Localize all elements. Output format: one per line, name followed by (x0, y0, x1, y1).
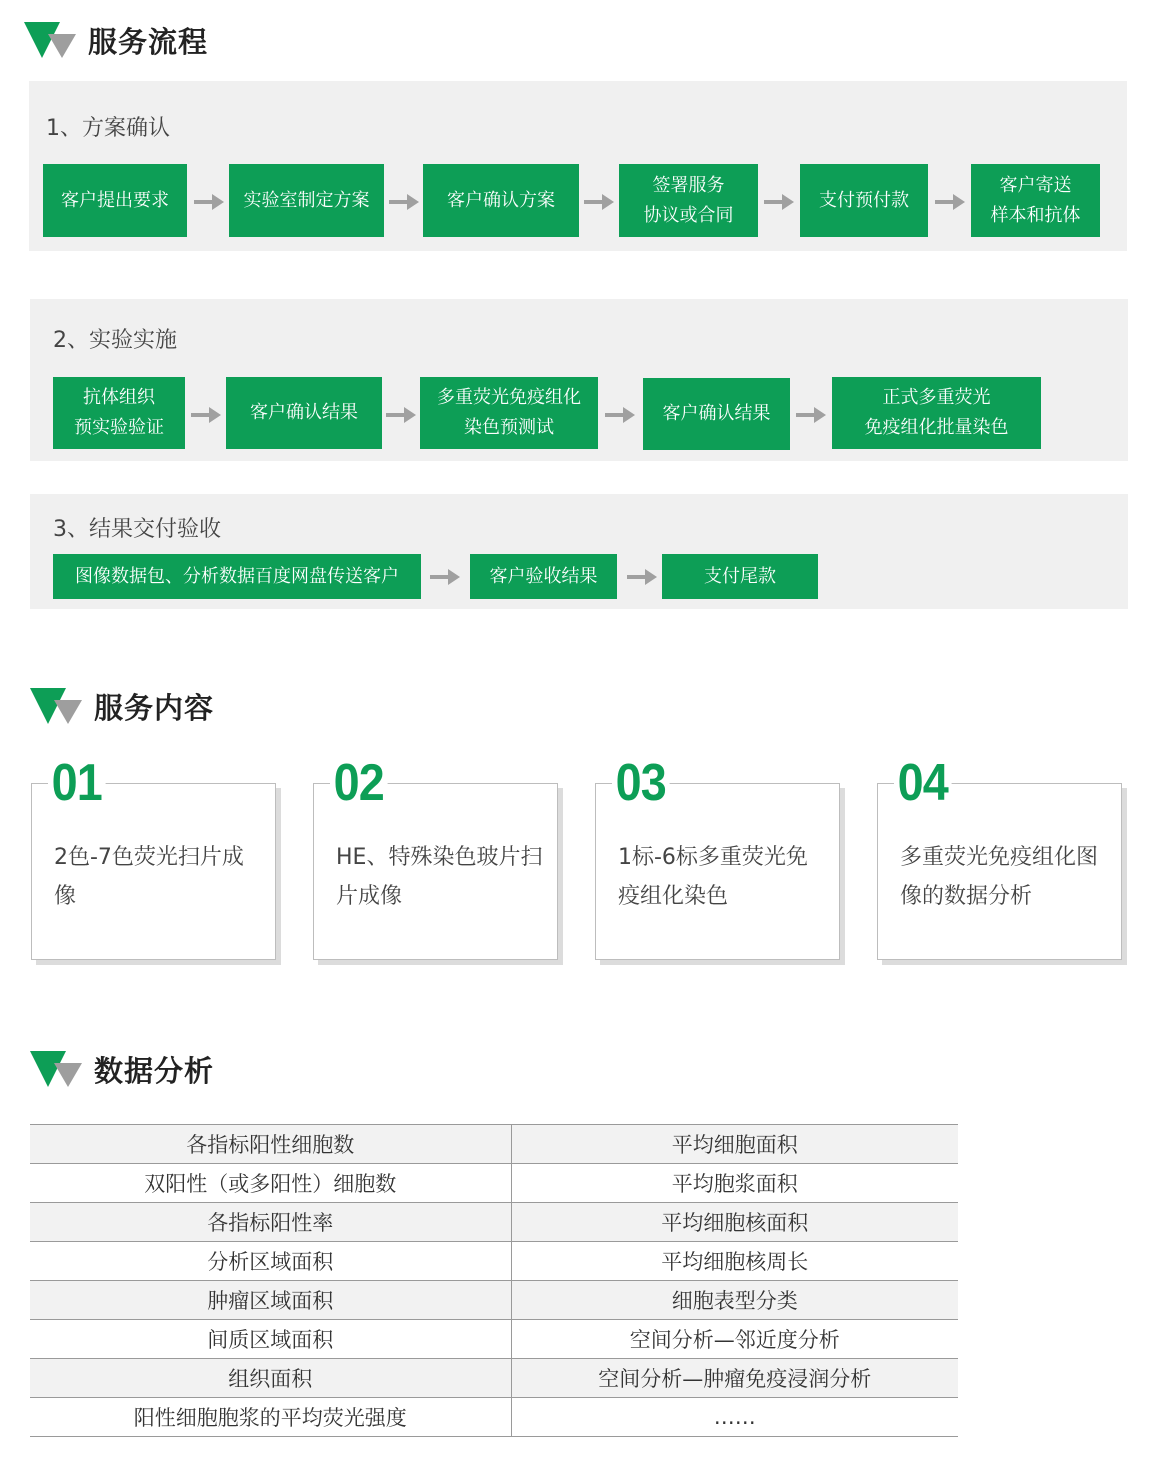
arrow-right-icon (386, 406, 416, 424)
phase2-step-1: 抗体组织 预实验验证 (53, 377, 185, 449)
phase2-label: 2、实验实施 (53, 328, 177, 353)
card-text: 1标-6标多重荧光免疫组化染色 (618, 845, 808, 909)
phase1-step-2: 实验室制定方案 (229, 164, 384, 237)
table-cell: 肿瘤区域面积 (30, 1281, 511, 1320)
service-card-1 (31, 754, 276, 960)
table-cell: 各指标阳性率 (30, 1203, 511, 1242)
phase3-step-1: 图像数据包、分析数据百度网盘传送客户 (53, 554, 421, 599)
arrow-right-icon (627, 568, 657, 586)
table-cell: 细胞表型分类 (511, 1281, 958, 1320)
arrow-right-icon (935, 193, 965, 211)
table-cell: 平均胞浆面积 (511, 1164, 958, 1203)
table-cell: 空间分析—邻近度分析 (511, 1320, 958, 1359)
phase2-step-4: 客户确认结果 (643, 378, 790, 450)
card-number: 04 (894, 754, 951, 812)
service-card-3 (595, 754, 840, 960)
table-row (30, 1125, 958, 1164)
card-number: 02 (330, 754, 387, 812)
section-title-analysis (30, 1047, 214, 1091)
table-cell: 双阳性（或多阳性）细胞数 (30, 1164, 511, 1203)
brand-logo-icon (24, 20, 76, 60)
table-cell: 阳性细胞胞浆的平均荧光强度 (30, 1398, 511, 1437)
table-cell: 空间分析—肿瘤免疫浸润分析 (511, 1359, 958, 1398)
service-card-4 (877, 754, 1122, 960)
table-cell: 间质区域面积 (30, 1320, 511, 1359)
phase1-step-5: 支付预付款 (800, 164, 928, 237)
table-row (30, 1164, 958, 1203)
section-title-content (30, 684, 214, 728)
table-cell: …… (511, 1398, 958, 1437)
phase1-step-4: 签署服务 协议或合同 (619, 164, 758, 237)
section-title-process (24, 18, 208, 62)
section-title-text: 服务流程 (88, 24, 209, 59)
table-cell: 平均细胞核周长 (511, 1242, 958, 1281)
arrow-right-icon (430, 568, 460, 586)
section-title-text: 数据分析 (94, 1053, 215, 1088)
card-number: 03 (612, 754, 669, 812)
phase1-step-3: 客户确认方案 (423, 164, 579, 237)
card-text: 2色-7色荧光扫片成像 (54, 845, 244, 909)
arrow-right-icon (194, 193, 224, 211)
table-row (30, 1242, 958, 1281)
table-row (30, 1359, 958, 1398)
table-cell: 各指标阳性细胞数 (30, 1125, 511, 1164)
table-cell: 平均细胞核面积 (511, 1203, 958, 1242)
arrow-right-icon (796, 406, 826, 424)
section-title-text: 服务内容 (94, 690, 215, 725)
phase1-step-1: 客户提出要求 (43, 164, 187, 237)
arrow-right-icon (605, 406, 635, 424)
arrow-right-icon (191, 406, 221, 424)
card-number: 01 (48, 754, 105, 812)
phase2-step-3: 多重荧光免疫组化 染色预测试 (420, 377, 598, 449)
brand-logo-icon (30, 1049, 82, 1089)
arrow-right-icon (389, 193, 419, 211)
card-text: 多重荧光免疫组化图像的数据分析 (900, 845, 1099, 909)
phase1-step-6: 客户寄送 样本和抗体 (971, 164, 1100, 237)
phase3-label: 3、结果交付验收 (53, 517, 221, 542)
table-row (30, 1203, 958, 1242)
table-row (30, 1398, 958, 1437)
table-row (30, 1281, 958, 1320)
arrow-right-icon (764, 193, 794, 211)
phase3-step-3: 支付尾款 (662, 554, 818, 599)
table-cell: 平均细胞面积 (511, 1125, 958, 1164)
table-cell: 分析区域面积 (30, 1242, 511, 1281)
table-cell: 组织面积 (30, 1359, 511, 1398)
brand-logo-icon (30, 686, 82, 726)
table-row (30, 1320, 958, 1359)
phase1-label: 1、方案确认 (46, 116, 170, 141)
phase2-step-2: 客户确认结果 (226, 377, 382, 449)
service-card-2 (313, 754, 558, 960)
phase3-step-2: 客户验收结果 (470, 554, 617, 599)
card-text: HE、特殊染色玻片扫片成像 (336, 845, 543, 909)
phase2-step-5: 正式多重荧光 免疫组化批量染色 (832, 377, 1041, 449)
arrow-right-icon (584, 193, 614, 211)
analysis-table (30, 1124, 958, 1437)
